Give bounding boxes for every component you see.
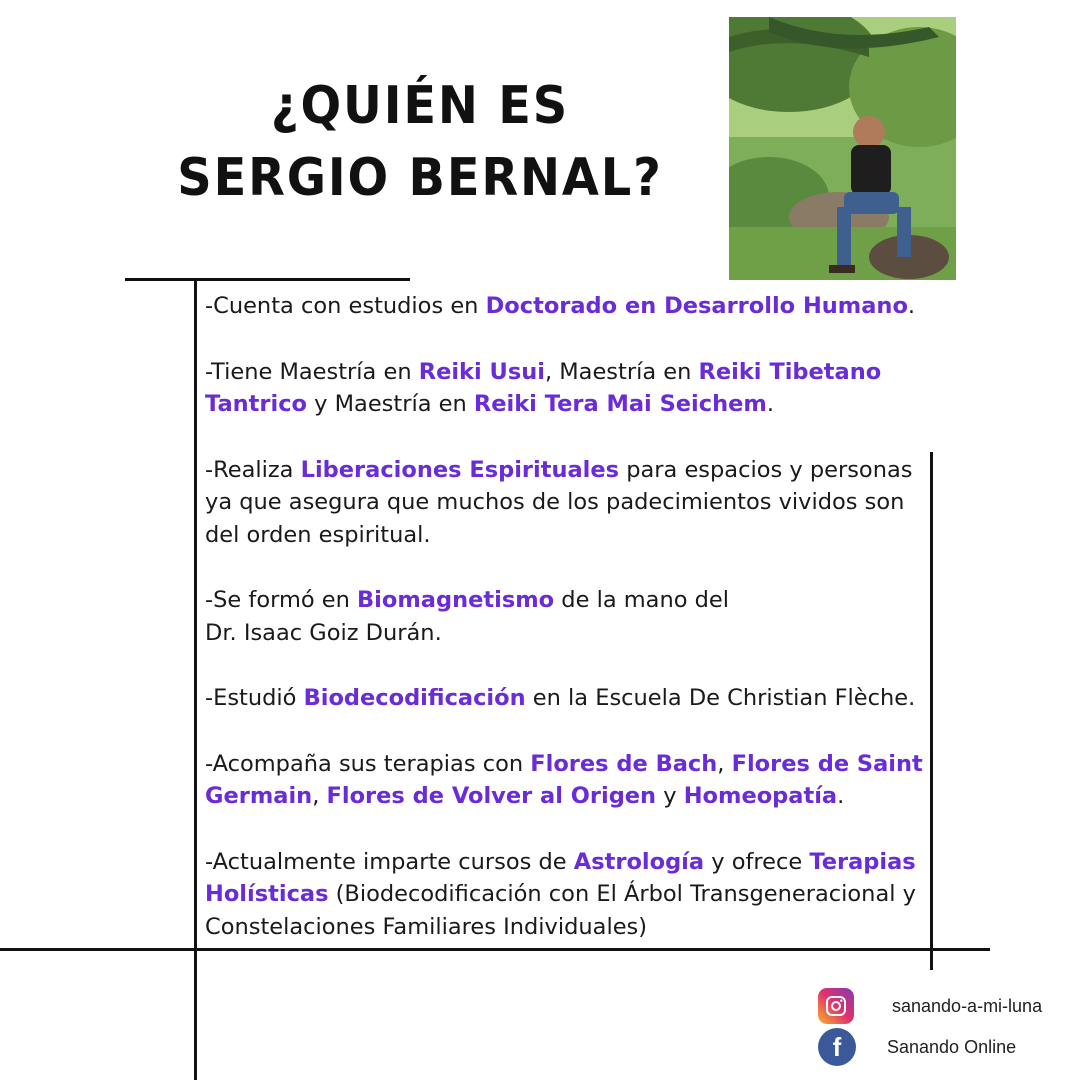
highlight-term: Homeopatía — [683, 783, 838, 809]
paragraph-text: de la mano del — [554, 587, 730, 613]
paragraph-text: Dr. Isaac Goiz Durán. — [205, 619, 442, 646]
paragraph-text: -Acompaña sus terapias con — [205, 750, 531, 777]
highlight-term: Reiki Tibetano Tantrico — [205, 358, 882, 417]
bio-paragraph — [205, 290, 925, 323]
bio-paragraph — [205, 748, 925, 813]
facebook-contact[interactable] — [818, 1028, 1016, 1066]
instagram-contact[interactable] — [818, 988, 1042, 1024]
paragraph-text: -Se formó en — [205, 587, 358, 613]
highlight-term: Doctorado en Desarrollo Humano — [485, 293, 908, 319]
paragraph-text: (Biodecodificación con El Árbol Transgeneracional y Constelaciones Familiares Individuales) — [205, 881, 916, 940]
bio-paragraph — [205, 454, 925, 552]
paragraph-text: , Maestría en — [544, 358, 699, 385]
highlight-term: Terapias Holísticas — [205, 848, 916, 907]
paragraph-text: -Cuenta con estudios en — [205, 293, 486, 319]
page-title — [172, 70, 669, 214]
facebook-page: Sanando Online — [887, 1036, 1017, 1057]
paragraph-text: en la Escuela De Christian Flèche. — [525, 685, 916, 711]
bio-paragraph — [205, 356, 925, 421]
highlight-term: Reiki Tera Mai Seichem — [473, 391, 767, 417]
highlight-term: Flores de Bach — [530, 750, 718, 777]
highlight-term: Flores de Saint Germain — [205, 750, 923, 809]
highlight-term: Astrología — [573, 848, 705, 875]
bio-paragraph — [205, 682, 925, 715]
facebook-icon: f — [818, 1028, 856, 1066]
paragraph-text: , — [312, 783, 327, 809]
title-line-1: ¿QUIÉN ES — [270, 76, 570, 136]
paragraph-text: y Maestría en — [307, 391, 474, 417]
paragraph-text: -Realiza — [205, 456, 301, 483]
paragraph-text: y ofrece — [704, 848, 810, 875]
top-horizontal-line — [125, 278, 410, 281]
paragraph-text: . — [907, 293, 916, 319]
paragraph-text: -Tiene Maestría en — [205, 358, 419, 385]
highlight-term: Biomagnetismo — [357, 587, 555, 613]
highlight-term: Flores de Volver al Origen — [326, 783, 657, 809]
paragraph-text: . — [837, 783, 845, 809]
highlight-term: Biodecodificación — [303, 685, 526, 711]
highlight-term: Liberaciones Espirituales — [300, 456, 620, 483]
highlight-term: Reiki Usui — [418, 358, 545, 385]
right-vertical-line — [930, 452, 933, 970]
bio-content — [205, 290, 925, 976]
portrait-photo — [729, 17, 956, 280]
instagram-handle: sanando-a-mi-luna — [892, 995, 1043, 1016]
title-line-2: SERGIO BERNAL? — [177, 148, 663, 208]
paragraph-text: para espacios y personas ya que asegura que muchos de los padecimientos vividos son del orden espiritual. — [205, 456, 913, 548]
paragraph-text: -Estudió — [205, 685, 304, 711]
left-vertical-line — [194, 278, 197, 1080]
paragraph-text: . — [766, 391, 774, 417]
instagram-icon — [818, 988, 854, 1024]
bio-paragraph — [205, 584, 925, 649]
paragraph-text: y — [656, 783, 684, 809]
bio-paragraph — [205, 846, 925, 944]
paragraph-text: -Actualmente imparte cursos de — [205, 848, 574, 875]
paragraph-text: , — [717, 750, 732, 777]
